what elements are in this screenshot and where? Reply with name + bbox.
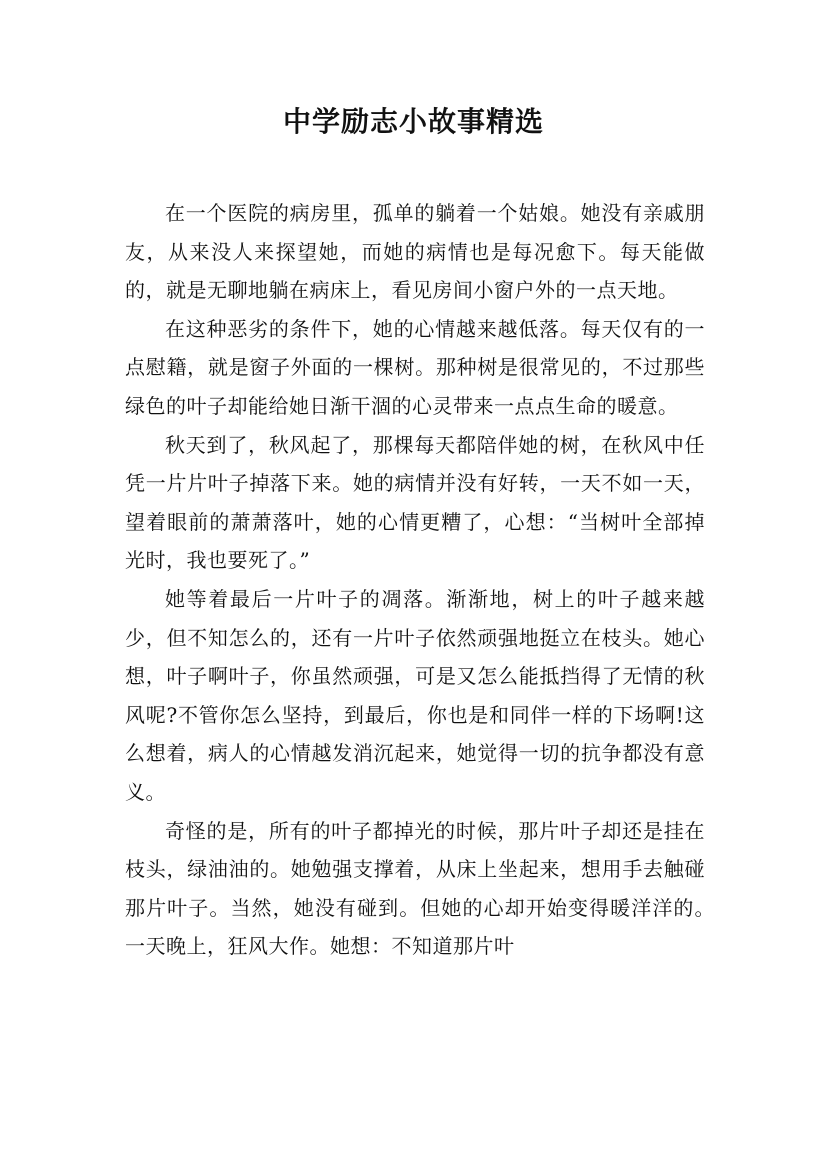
paragraph-5: 奇怪的是，所有的叶子都掉光的时候，那片叶子却还是挂在枝头，绿油油的。她勉强支撑着，从床上坐起来，想用手去触碰那片叶子。当然，她没有碰到。但她的心却开始变得暖洋洋的。 一天晚上，狂风大作。她想：不知道那片叶 — [125, 818, 726, 959]
document-body — [125, 194, 726, 966]
document-title: 中学励志小故事精选 — [282, 105, 544, 138]
paragraph-4: 她等着最后一片叶子的凋落。渐渐地，树上的叶子越来越少，但不知怎么的，还有一片叶子依然顽强地挺立在枝头。她心想，叶子啊叶子，你虽然顽强，可是又怎么能抵挡得了无情的秋风呢?不管你怎么坚持，到最后，你也是和同伴一样的下场啊!这么想着，病人的心情越发消沉起来，她觉得一切的抗争都没有意义。 — [125, 586, 705, 804]
paragraph-1: 在一个医院的病房里，孤单的躺着一个姑娘。她没有亲戚朋友，从来没人来探望她，而她的病情也是每况愈下。每天能做的，就是无聊地躺在病床上，看见房间小窗户外的一点天地。 — [125, 201, 705, 303]
paragraph-2: 在这种恶劣的条件下，她的心情越来越低落。每天仅有的一点慰籍，就是窗子外面的一棵树。那种树是很常见的，不过那些绿色的叶子却能给她日渐干涸的心灵带来一点点生命的暖意。 — [125, 316, 705, 418]
paragraph-3: 秋天到了，秋风起了，那棵每天都陪伴她的树，在秋风中任凭一片片叶子掉落下来。她的病情并没有好转，一天不如一天，望着眼前的萧萧落叶，她的心情更糟了，心想：“当树叶全部掉光时，我也要死了。” — [125, 432, 705, 573]
